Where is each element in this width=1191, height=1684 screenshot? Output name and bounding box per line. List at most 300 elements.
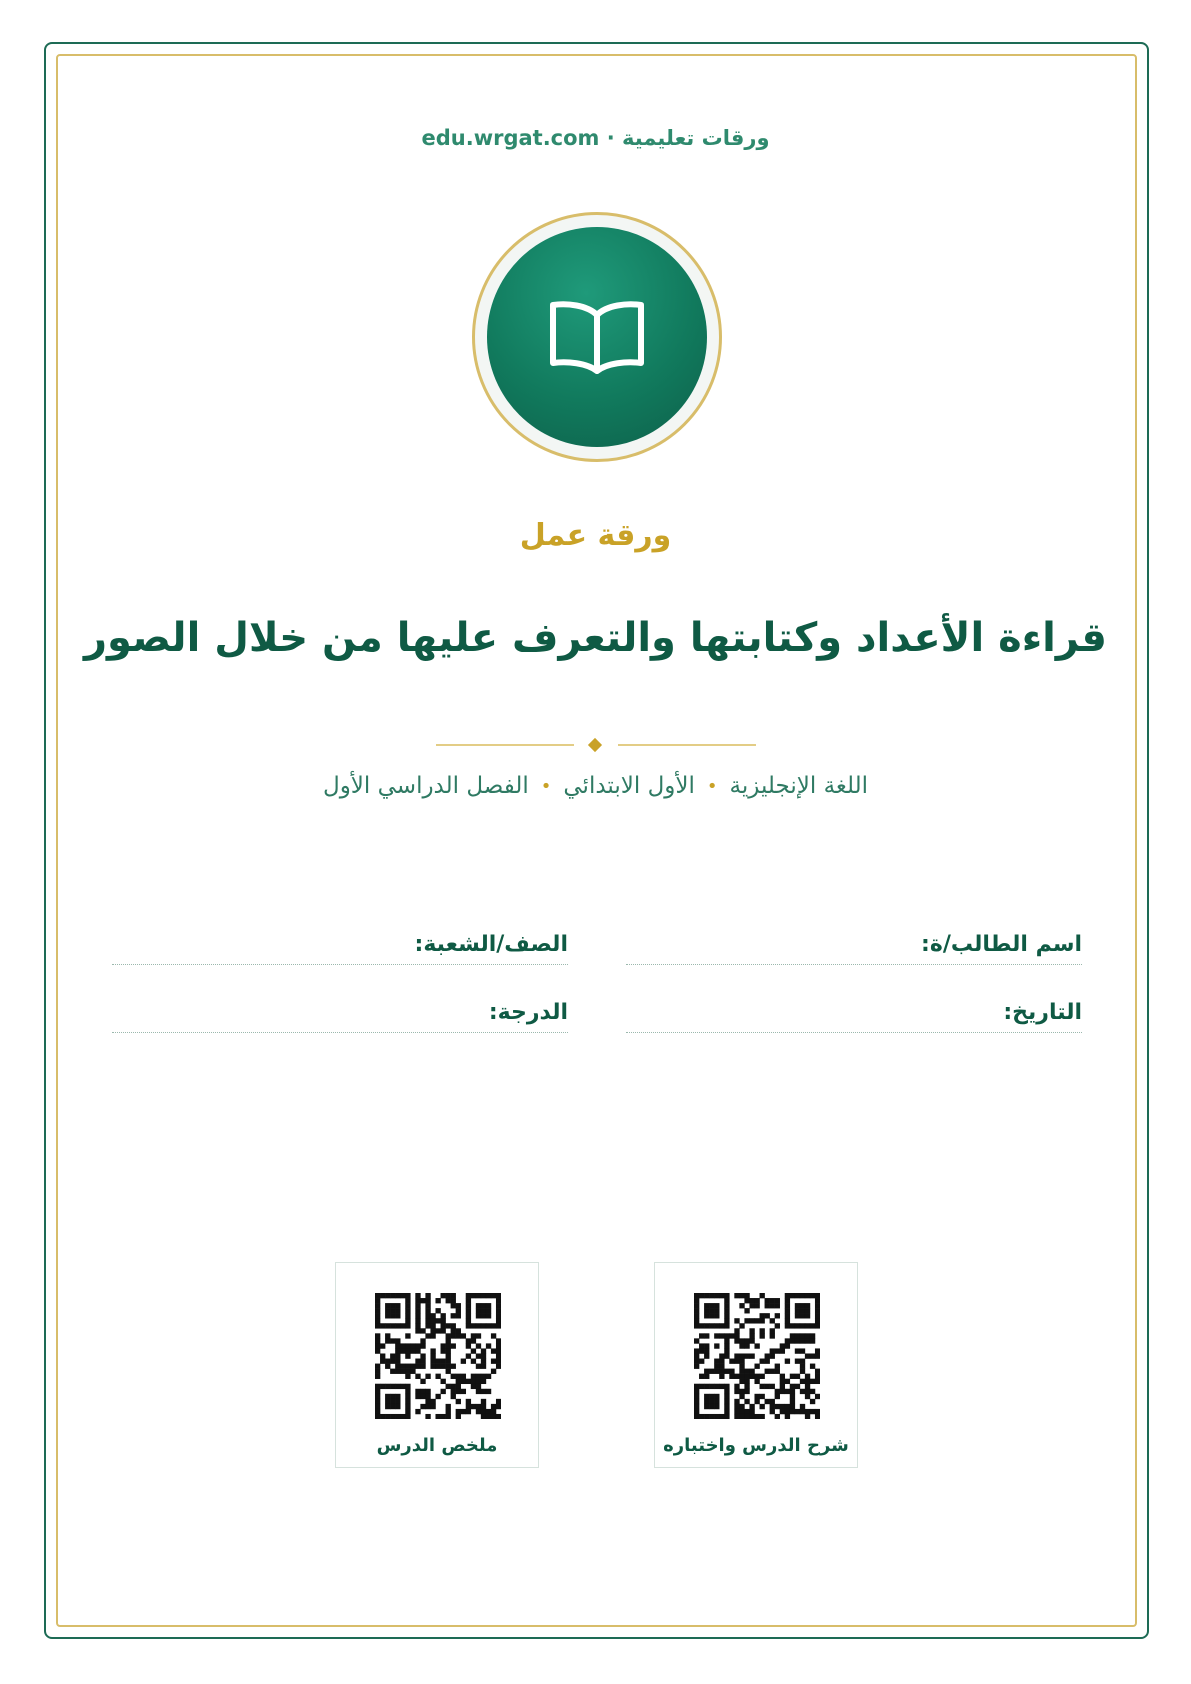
qr-module [739,1353,744,1358]
qr-module [420,1338,425,1343]
qr-module [425,1298,430,1303]
qr-module [471,1293,476,1298]
qr-module [461,1379,466,1384]
qr-module [724,1333,729,1338]
qr-module [420,1353,425,1358]
qr-module [760,1414,765,1419]
qr-module [760,1394,765,1399]
qr-module [754,1414,759,1419]
qr-module [476,1323,481,1328]
class-section-label: الصف/الشعبة: [414,932,568,957]
qr-module [790,1374,795,1379]
qr-module [760,1328,765,1333]
qr-module [734,1293,739,1298]
qr-module [770,1404,775,1409]
qr-module [380,1353,385,1358]
qr-module [760,1318,765,1323]
qr-module [456,1409,461,1414]
qr-card-lesson-summary[interactable] [335,1262,539,1468]
qr-module [430,1313,435,1318]
qr-module [466,1343,471,1348]
qr-module [815,1409,820,1414]
qr-module [385,1303,390,1308]
qr-module [405,1308,410,1313]
qr-module [410,1343,415,1348]
qr-module [749,1414,754,1419]
qr-module [719,1333,724,1338]
qr-module [770,1399,775,1404]
qr-module [805,1333,810,1338]
qr-module [405,1313,410,1318]
qr-module [415,1298,420,1303]
site-label[interactable]: ورقات تعليمية · edu.wrgat.com [421,126,770,150]
qr-module [815,1379,820,1384]
qr-module [724,1399,729,1404]
qr-module [415,1313,420,1318]
qr-module [724,1353,729,1358]
qr-module [790,1293,795,1298]
qr-module [410,1369,415,1374]
qr-module [775,1348,780,1353]
qr-module [496,1293,501,1298]
qr-module [714,1343,719,1348]
qr-module [435,1359,440,1364]
qr-module [754,1318,759,1323]
qr-module [375,1293,380,1298]
qr-module [471,1348,476,1353]
qr-module [471,1404,476,1409]
qr-module [441,1348,446,1353]
qr-module [739,1379,744,1384]
qr-module [754,1343,759,1348]
qr-module [375,1348,380,1353]
qr-module [380,1323,385,1328]
qr-module [714,1323,719,1328]
qr-module [709,1308,714,1313]
qr-module [790,1389,795,1394]
qr-module [724,1293,729,1298]
qr-module [415,1318,420,1323]
qr-module [800,1369,805,1374]
qr-module [785,1318,790,1323]
qr-module [441,1414,446,1419]
qr-module [724,1313,729,1318]
qr-module [775,1369,780,1374]
qr-module [415,1323,420,1328]
qr-module [815,1323,820,1328]
qr-module [795,1338,800,1343]
qr-module [385,1414,390,1419]
qr-module [496,1323,501,1328]
qr-module [790,1333,795,1338]
qr-module [754,1379,759,1384]
qr-module [375,1404,380,1409]
qr-module [375,1308,380,1313]
qr-module [476,1374,481,1379]
qr-module [785,1409,790,1414]
qr-module [471,1379,476,1384]
qr-module [754,1303,759,1308]
qr-module [754,1374,759,1379]
qr-module [719,1293,724,1298]
qr-module [456,1313,461,1318]
qr-module [476,1308,481,1313]
qr-module [486,1343,491,1348]
qr-module [451,1333,456,1338]
qr-module [430,1333,435,1338]
qr-module [425,1399,430,1404]
qr-module [775,1394,780,1399]
qr-module [390,1313,395,1318]
qr-module [815,1374,820,1379]
logo-disc [487,227,707,447]
qr-module [446,1359,451,1364]
qr-module [749,1404,754,1409]
qr-module [785,1404,790,1409]
qr-module [795,1374,800,1379]
qr-module [390,1399,395,1404]
qr-module [405,1333,410,1338]
qr-module [714,1414,719,1419]
qr-module [491,1359,496,1364]
qr-module [785,1414,790,1419]
qr-module [446,1348,451,1353]
score-label: الدرجة: [488,1000,568,1025]
qr-module [481,1293,486,1298]
qr-module [430,1328,435,1333]
qr-module [395,1353,400,1358]
qr-module [729,1333,734,1338]
qr-module [410,1364,415,1369]
qr-module [770,1318,775,1323]
qr-module [749,1353,754,1358]
qr-module [420,1343,425,1348]
qr-module [466,1308,471,1313]
qr-module [724,1384,729,1389]
qr-module [785,1303,790,1308]
qr-module [375,1384,380,1389]
qr-module [805,1389,810,1394]
qr-module [734,1384,739,1389]
qr-module [760,1404,765,1409]
qr-module [395,1323,400,1328]
qr-module [451,1394,456,1399]
qr-module [709,1293,714,1298]
qr-module [476,1343,481,1348]
qr-module [714,1293,719,1298]
qr-module [420,1298,425,1303]
qr-module [739,1303,744,1308]
qr-module [456,1399,461,1404]
qr-module [385,1399,390,1404]
qr-module [405,1394,410,1399]
qr-module [375,1399,380,1404]
qr-module [714,1359,719,1364]
qr-module [466,1404,471,1409]
qr-module [795,1313,800,1318]
qr-module [400,1348,405,1353]
qr-module [734,1353,739,1358]
qr-module [385,1384,390,1389]
qr-module [491,1333,496,1338]
qr-module [471,1374,476,1379]
qr-module [385,1313,390,1318]
qr-module [425,1333,430,1338]
qr-module [380,1384,385,1389]
qr-module [481,1379,486,1384]
qr-module [496,1348,501,1353]
qr-module [385,1333,390,1338]
qr-module [805,1414,810,1419]
qr-module [486,1303,491,1308]
qr-module [390,1353,395,1358]
qr-module [765,1369,770,1374]
qr-module [770,1384,775,1389]
qr-module [481,1409,486,1414]
qr-module [719,1369,724,1374]
qr-module [405,1293,410,1298]
qr-module [795,1348,800,1353]
qr-module [704,1343,709,1348]
qr-module [734,1328,739,1333]
qr-module [744,1414,749,1419]
qr-module [734,1409,739,1414]
qr-module [395,1394,400,1399]
qr-module [385,1359,390,1364]
qr-module [724,1394,729,1399]
qr-module [734,1338,739,1343]
qr-module [734,1359,739,1364]
qr-module [770,1409,775,1414]
qr-module [471,1323,476,1328]
qr-module [704,1369,709,1374]
qr-module [729,1359,734,1364]
qr-module [810,1409,815,1414]
qr-module [390,1414,395,1419]
qr-module [694,1384,699,1389]
qr-module [810,1338,815,1343]
qr-module [775,1313,780,1318]
qr-module [699,1359,704,1364]
qr-module [734,1333,739,1338]
qr-module [709,1303,714,1308]
qr-module [451,1323,456,1328]
qr-module [375,1303,380,1308]
qr-module [810,1389,815,1394]
qr-module [456,1414,461,1419]
qr-module [709,1384,714,1389]
qr-module [395,1414,400,1419]
qr-module [785,1343,790,1348]
qr-module [456,1333,461,1338]
qr-module [451,1298,456,1303]
qr-module [760,1384,765,1389]
qr-module [415,1364,420,1369]
qr-module [385,1338,390,1343]
qr-module [800,1333,805,1338]
qr-module [724,1308,729,1313]
qr-module [380,1293,385,1298]
qr-module [724,1343,729,1348]
class-section-field[interactable] [112,932,568,965]
qr-module [714,1394,719,1399]
qr-module [815,1308,820,1313]
qr-module [775,1303,780,1308]
score-field[interactable] [112,1000,568,1033]
qr-module [425,1394,430,1399]
qr-module [496,1404,501,1409]
qr-module [719,1353,724,1358]
qr-module [481,1404,486,1409]
qr-module [400,1414,405,1419]
qr-module [714,1364,719,1369]
qr-module [415,1394,420,1399]
qr-module [795,1333,800,1338]
qr-module [375,1343,380,1348]
qr-module [420,1394,425,1399]
qr-module [415,1293,420,1298]
qr-module [694,1409,699,1414]
qr-module [451,1374,456,1379]
qr-module [405,1353,410,1358]
student-name-field[interactable] [626,932,1082,965]
qr-module [425,1374,430,1379]
qr-module [430,1399,435,1404]
qr-module [800,1313,805,1318]
qr-module [425,1404,430,1409]
qr-module [714,1303,719,1308]
qr-module [795,1308,800,1313]
qr-module [734,1404,739,1409]
qr-module [461,1409,466,1414]
qr-module [461,1333,466,1338]
qr-module [714,1308,719,1313]
qr-module [375,1313,380,1318]
qr-module [785,1298,790,1303]
qr-module [704,1293,709,1298]
qr-module [749,1409,754,1414]
qr-module [815,1414,820,1419]
qr-module [466,1338,471,1343]
qr-module [739,1369,744,1374]
qr-module [405,1343,410,1348]
qr-module [785,1389,790,1394]
qr-module [451,1293,456,1298]
qr-module [491,1414,496,1419]
qr-module [694,1318,699,1323]
qr-module [456,1384,461,1389]
qr-module [385,1323,390,1328]
qr-module [395,1338,400,1343]
qr-module [491,1348,496,1353]
qr-module [815,1313,820,1318]
qr-module [375,1414,380,1419]
qr-module [375,1369,380,1374]
qr-module [775,1298,780,1303]
qr-module [694,1404,699,1409]
qr-module [724,1409,729,1414]
qr-module [425,1323,430,1328]
meta-grade: الأول الابتدائي [563,773,695,799]
qr-module [491,1293,496,1298]
qr-module [415,1343,420,1348]
qr-module [770,1303,775,1308]
qr-module [456,1379,461,1384]
meta-separator: • [706,775,718,797]
qr-module [729,1374,734,1379]
qr-module [395,1293,400,1298]
qr-module [451,1303,456,1308]
qr-module [734,1399,739,1404]
qr-module [694,1298,699,1303]
qr-module [704,1348,709,1353]
qr-module [770,1369,775,1374]
qr-module [775,1364,780,1369]
qr-module [415,1308,420,1313]
qr-module [496,1303,501,1308]
qr-module [420,1359,425,1364]
qr-module [704,1333,709,1338]
qr-module [719,1374,724,1379]
qr-module [375,1298,380,1303]
qr-module [415,1374,420,1379]
qr-module [714,1404,719,1409]
qr-module [476,1293,481,1298]
qr-module [760,1293,765,1298]
qr-module [446,1333,451,1338]
qr-module [724,1414,729,1419]
qr-module [456,1374,461,1379]
qr-module [754,1364,759,1369]
qr-module [471,1338,476,1343]
qr-module [466,1399,471,1404]
qr-module [476,1389,481,1394]
qr-module [694,1303,699,1308]
qr-module [790,1323,795,1328]
qr-module [491,1369,496,1374]
qr-module [790,1409,795,1414]
qr-module [709,1399,714,1404]
qr-module [405,1414,410,1419]
qr-module [704,1414,709,1419]
qr-module [810,1379,815,1384]
qr-module [405,1323,410,1328]
qr-module [810,1364,815,1369]
qr-module [415,1359,420,1364]
qr-module [785,1379,790,1384]
qr-module [446,1414,451,1419]
qr-module [704,1353,709,1358]
qr-module [704,1313,709,1318]
qr-module [441,1318,446,1323]
date-field[interactable] [626,1000,1082,1033]
meta-subject: اللغة الإنجليزية [729,773,869,799]
qr-module [790,1404,795,1409]
qr-module [446,1298,451,1303]
qr-module [446,1409,451,1414]
qr-module [815,1298,820,1303]
qr-module [800,1338,805,1343]
qr-module [694,1359,699,1364]
qr-module [395,1308,400,1313]
qr-module [446,1384,451,1389]
qr-module [795,1384,800,1389]
qr-module [780,1384,785,1389]
qr-module [415,1389,420,1394]
qr-module [810,1293,815,1298]
qr-card-lesson-explanation[interactable] [654,1262,858,1468]
qr-module [744,1389,749,1394]
